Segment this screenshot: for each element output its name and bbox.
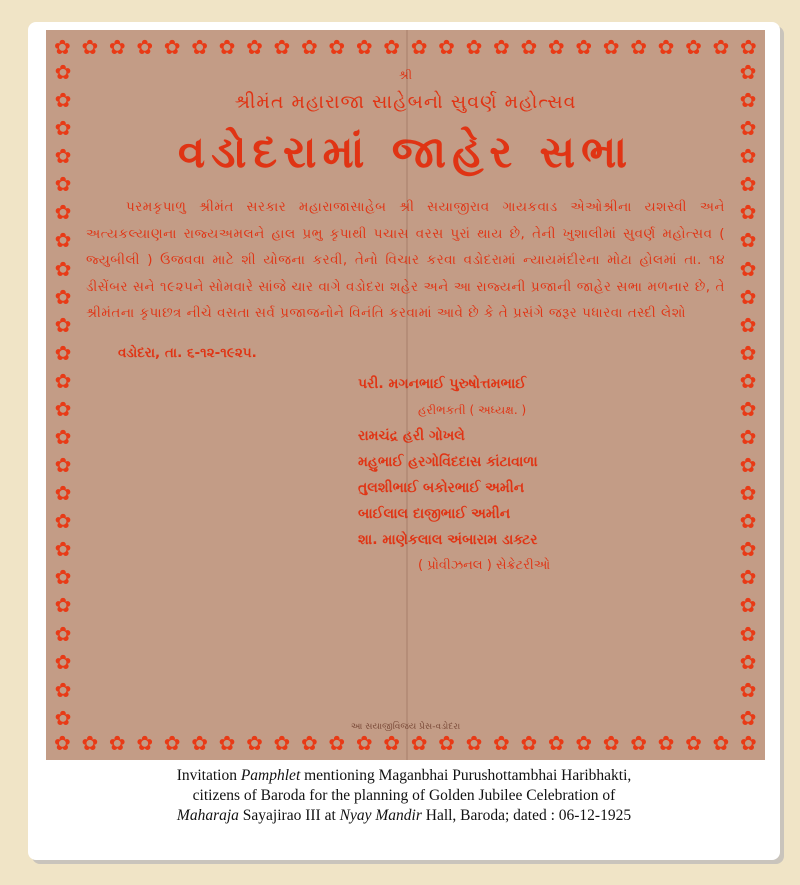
floral-ornament-icon: ✿	[163, 731, 181, 755]
floral-ornament-icon: ✿	[739, 731, 757, 755]
floral-ornament-icon: ✿	[54, 368, 72, 393]
place-date: વડોદરા, તા. ૬-૧૨-૧૯૨૫.	[118, 344, 257, 361]
signatory-4: તુલશીભાઈ બકોરભાઈ અમીન	[358, 479, 525, 496]
floral-ornament-icon: ✿	[54, 35, 71, 59]
floral-ornament-icon: ✿	[630, 731, 647, 755]
floral-ornament-icon: ✿	[54, 731, 71, 755]
floral-ornament-icon: ✿	[163, 35, 181, 59]
floral-ornament-icon: ✿	[54, 593, 72, 618]
floral-ornament-icon: ✿	[355, 35, 373, 59]
floral-ornament-icon: ✿	[657, 35, 675, 59]
caption-line-1: Invitation Pamphlet mentioning Maganbhai Purushottambhai Haribhakti,	[176, 767, 632, 784]
floral-ornament-icon: ✿	[739, 284, 757, 309]
floral-ornament-icon: ✿	[328, 731, 346, 755]
floral-ornament-icon: ✿	[136, 35, 154, 59]
signatory-2: રામચંદ્ર હરી ગોખલે	[358, 427, 465, 444]
signatory-5: બાઈલાલ દાજીભાઈ અમીન	[358, 505, 511, 522]
caption-line-3: Maharaja Sayajirao III at Nyay Mandir Hall, Baroda; dated : 06-12-1925	[176, 807, 632, 824]
floral-ornament-icon: ✿	[81, 731, 99, 755]
floral-ornament-icon: ✿	[739, 88, 757, 113]
floral-ornament-icon: ✿	[54, 481, 72, 506]
floral-ornament-icon: ✿	[218, 731, 236, 755]
floral-ornament-icon: ✿	[54, 453, 72, 478]
floral-ornament-icon: ✿	[739, 565, 757, 590]
floral-ornament-icon: ✿	[383, 731, 401, 755]
floral-ornament-icon: ✿	[54, 88, 72, 113]
jubilee-title: શ્રીમંત મહારાજા સાહેબનો સુવર્ણ મહોત્સવ	[234, 91, 577, 113]
floral-ornament-icon: ✿	[383, 35, 401, 59]
caption-nyay-mandir-word: Nyay Mandir	[339, 807, 422, 824]
floral-ornament-icon: ✿	[355, 731, 373, 755]
floral-ornament-icon: ✿	[54, 284, 72, 309]
floral-ornament-icon: ✿	[712, 731, 730, 755]
signatory-1-role: હરીભકતી ( અધ્યક્ષ. )	[418, 402, 527, 417]
floral-ornament-icon: ✿	[547, 35, 565, 59]
invitation-pamphlet	[46, 30, 765, 760]
caption-maharaja-word: Maharaja	[176, 807, 239, 824]
floral-ornament-icon: ✿	[54, 705, 72, 730]
floral-ornament-icon: ✿	[739, 593, 757, 618]
floral-ornament-icon: ✿	[630, 35, 647, 59]
floral-ornament-icon: ✿	[739, 312, 757, 337]
floral-ornament-icon: ✿	[520, 731, 538, 755]
floral-ornament-icon: ✿	[739, 649, 757, 674]
floral-ornament-icon: ✿	[54, 200, 72, 225]
floral-ornament-icon: ✿	[739, 35, 757, 59]
floral-ornament-icon: ✿	[657, 731, 675, 755]
floral-ornament-icon: ✿	[108, 731, 126, 755]
floral-ornament-icon: ✿	[739, 396, 757, 421]
floral-ornament-icon: ✿	[54, 565, 72, 590]
floral-ornament-icon: ✿	[136, 731, 154, 755]
floral-ornament-icon: ✿	[739, 144, 757, 169]
floral-border-right	[735, 60, 761, 730]
floral-ornament-icon: ✿	[218, 35, 236, 59]
pamphlet-content	[86, 64, 725, 730]
floral-ornament-icon: ✿	[465, 731, 483, 755]
floral-ornament-icon: ✿	[493, 35, 510, 59]
floral-ornament-icon: ✿	[54, 425, 72, 450]
signatory-3: મહુભાઈ હરગોવિંદદાસ કાંટાવાળા	[358, 453, 538, 470]
floral-ornament-icon: ✿	[191, 731, 208, 755]
floral-ornament-icon: ✿	[493, 731, 510, 755]
floral-ornament-icon: ✿	[54, 60, 72, 84]
caption-pamphlet-word: Pamphlet	[240, 767, 301, 784]
floral-ornament-icon: ✿	[438, 35, 455, 59]
floral-ornament-icon: ✿	[739, 60, 757, 84]
floral-ornament-icon: ✿	[410, 731, 428, 755]
shree-heading: શ્રી	[398, 68, 413, 82]
floral-ornament-icon: ✿	[739, 228, 757, 253]
floral-ornament-icon: ✿	[54, 537, 72, 562]
floral-ornament-icon: ✿	[54, 509, 72, 534]
floral-ornament-icon: ✿	[54, 649, 72, 674]
press-credit: આ સયાજીવિજય પ્રેસ-વડોદરા	[350, 722, 461, 732]
floral-ornament-icon: ✿	[54, 172, 72, 197]
floral-ornament-icon: ✿	[575, 35, 593, 59]
floral-ornament-icon: ✿	[54, 144, 72, 169]
floral-ornament-icon: ✿	[739, 509, 757, 534]
secretaries-label: ( પ્રોવીઝનલ ) સેક્રેટરીઓ	[418, 557, 551, 573]
floral-ornament-icon: ✿	[54, 116, 72, 141]
floral-ornament-icon: ✿	[465, 35, 483, 59]
floral-ornament-icon: ✿	[520, 35, 538, 59]
floral-ornament-icon: ✿	[54, 677, 72, 702]
floral-ornament-icon: ✿	[54, 256, 72, 281]
floral-ornament-icon: ✿	[575, 731, 593, 755]
floral-ornament-icon: ✿	[739, 621, 757, 646]
floral-ornament-icon: ✿	[410, 35, 428, 59]
floral-ornament-icon: ✿	[54, 312, 72, 337]
floral-ornament-icon: ✿	[739, 705, 757, 730]
floral-ornament-icon: ✿	[273, 731, 291, 755]
public-meeting-headline: વડોદરામાં જાહેર સભા	[177, 127, 634, 178]
floral-ornament-icon: ✿	[712, 35, 730, 59]
floral-ornament-icon: ✿	[685, 35, 702, 59]
floral-ornament-icon: ✿	[81, 35, 99, 59]
floral-ornament-icon: ✿	[300, 731, 318, 755]
floral-ornament-icon: ✿	[739, 368, 757, 393]
signatories-list	[358, 371, 725, 579]
floral-ornament-icon: ✿	[273, 35, 291, 59]
floral-ornament-icon: ✿	[739, 453, 757, 478]
signatory-6: શા. માણેકલાલ અંબારામ ડાક્ટર	[358, 531, 538, 548]
image-caption	[28, 766, 780, 826]
floral-ornament-icon: ✿	[739, 256, 757, 281]
floral-ornament-icon: ✿	[739, 537, 757, 562]
floral-ornament-icon: ✿	[739, 481, 757, 506]
floral-border-top	[46, 34, 765, 60]
floral-ornament-icon: ✿	[602, 731, 620, 755]
floral-ornament-icon: ✿	[191, 35, 208, 59]
floral-ornament-icon: ✿	[547, 731, 565, 755]
floral-ornament-icon: ✿	[602, 35, 620, 59]
floral-ornament-icon: ✿	[54, 621, 72, 646]
invitation-body: પરમકૃપાળુ શ્રીમંત સરકાર મહારાજાસાહેબ શ્રી સયાજીરાવ ગાયકવાડ એઓશ્રીના યશસ્વી અને અત્યકલ્યાણના રાજ્યઅમલને હાલ પ્રભુ કૃપાથી પચાસ વરસ પુરાં થાય છે, તેની ખુશાલીમાં સુવર્ણ મહોત્સવ ( જ્યુબીલી ) ઉજવવા માટે શી યોજના કરવી, તેનો વિચાર કરવા વડોદરામાં ન્યાયમંદીરના મોટા હોલમાં તા. ૧૪ ડીસેંબર સને ૧૯૨૫ને સોમવારે સાંજે ચાર વાગે વડોદરા શહેર અને આ રાજ્યની પ્રજાની જાહેર સભા મળનાર છે, તે શ્રીમંતના કૃપાછત્ર નીચે વસતા સર્વ પ્રજાજનોને વિનંતિ કરવામાં આવે છે કે તે પ્રસંગે જરૂર પધારવા તસ્દી લેશો	[86, 199, 725, 321]
floral-ornament-icon: ✿	[246, 35, 263, 59]
floral-border-left	[50, 60, 76, 730]
floral-border-bottom	[46, 730, 765, 756]
floral-ornament-icon: ✿	[54, 228, 72, 253]
floral-ornament-icon: ✿	[739, 116, 757, 141]
floral-ornament-icon: ✿	[246, 731, 263, 755]
floral-ornament-icon: ✿	[54, 340, 72, 365]
floral-ornament-icon: ✿	[739, 200, 757, 225]
floral-ornament-icon: ✿	[739, 340, 757, 365]
floral-ornament-icon: ✿	[685, 731, 702, 755]
floral-ornament-icon: ✿	[739, 172, 757, 197]
floral-ornament-icon: ✿	[739, 677, 757, 702]
caption-line-2: citizens of Baroda for the planning of Golden Jubilee Celebration of	[192, 787, 616, 804]
floral-ornament-icon: ✿	[739, 425, 757, 450]
floral-ornament-icon: ✿	[300, 35, 318, 59]
signatory-1: પરી. મગનભાઈ પુરુષોત્તમભાઈ	[358, 375, 527, 392]
floral-ornament-icon: ✿	[328, 35, 346, 59]
floral-ornament-icon: ✿	[54, 396, 72, 421]
floral-ornament-icon: ✿	[438, 731, 455, 755]
floral-ornament-icon: ✿	[108, 35, 126, 59]
